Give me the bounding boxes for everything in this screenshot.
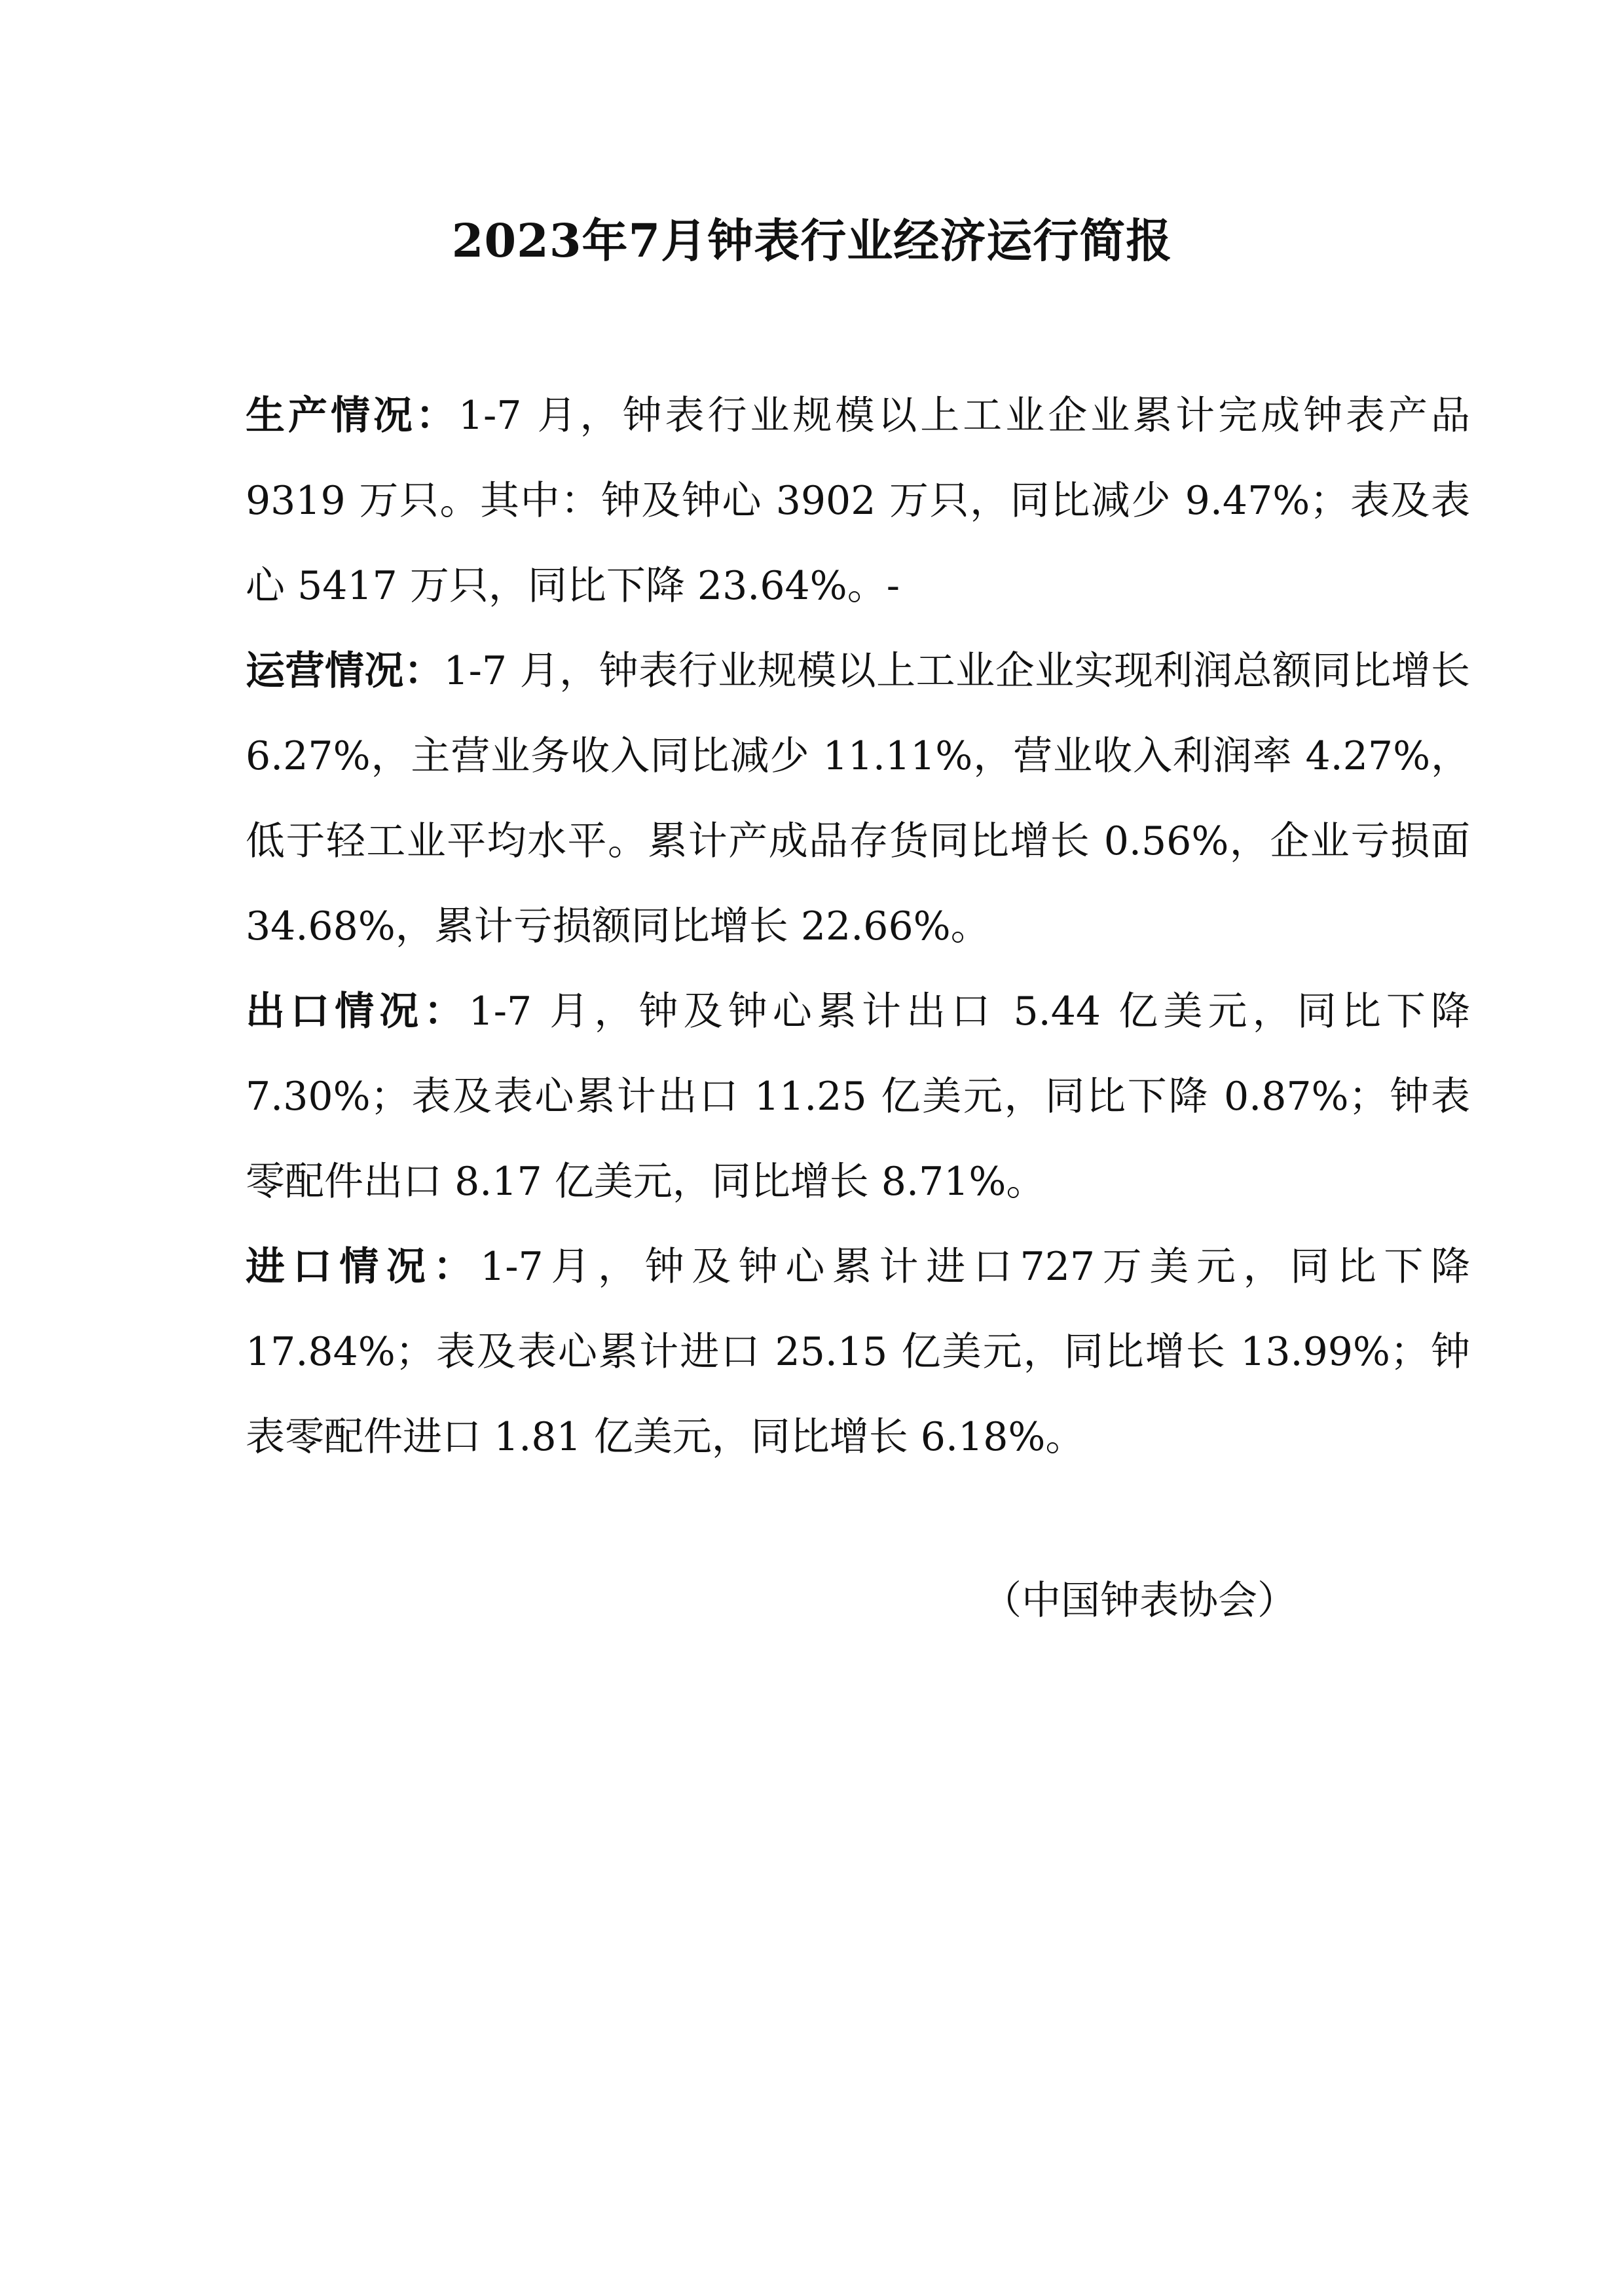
document-body [246,373,1470,1480]
section-text: 1-7 月，钟表行业规模以上工业企业累计完成钟表产品 9319 万只。其中：钟及钟心 3902 万只，同比减少 9.47%；表及表心 5417 万只，同比下降 23.64%。- [246,393,1470,609]
section-text: 1-7 月，钟及钟心累计出口 5.44 亿美元，同比下降 7.30%；表及表心累计出口 11.25 亿美元，同比下降 0.87%；钟表零配件出口 8.17 亿美元，同比增长 8.71%。 [246,989,1470,1205]
section-operations [246,629,1470,969]
section-text: 1-7 月，钟表行业规模以上工业企业实现利润总额同比增长 6.27%，主营业务收入同比减少 11.11%，营业收入利润率 4.27%，低于轻工业平均水平。累计产成品存货同比增长 0.56%，企业亏损面 34.68%，累计亏损额同比增长 22.66%。 [246,648,1470,949]
section-label: 运营情况： [246,648,444,694]
section-label: 生产情况： [246,393,458,439]
document-title: 2023年7月钟表行业经济运行简报 [451,213,1173,268]
section-label: 出口情况： [246,989,469,1034]
section-label: 进口情况： [246,1244,481,1290]
document-signature: （中国钟表协会） [982,1578,1297,1624]
section-import [246,1224,1470,1480]
section-production [246,373,1470,629]
section-export [246,969,1470,1224]
section-text: 1-7月，钟及钟心累计进口727万美元，同比下降17.84%；表及表心累计进口 25.15 亿美元，同比增长 13.99%；钟表零配件进口 1.81 亿美元，同比增长 6.18%。 [246,1244,1470,1460]
